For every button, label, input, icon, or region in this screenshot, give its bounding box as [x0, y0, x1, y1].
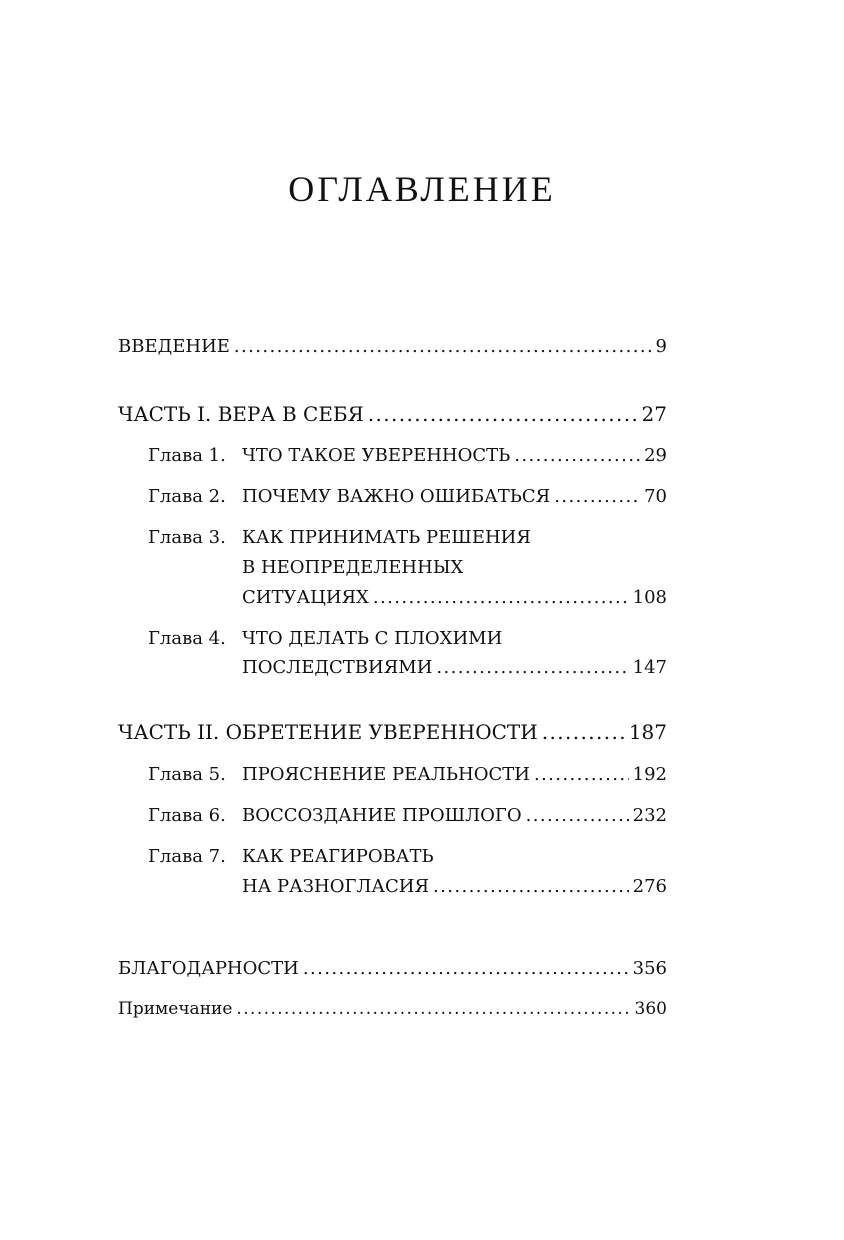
chapter-title: СИТУАЦИЯХ: [242, 587, 369, 608]
dot-leader: [236, 999, 630, 1019]
chapter-title-row: [242, 486, 667, 507]
toc-page-number: 27: [641, 402, 667, 426]
dot-leader: [373, 587, 629, 608]
toc-page-number: 276: [632, 876, 667, 897]
chapter-title-row: [242, 587, 667, 608]
chapter-number: Глава 4.: [148, 628, 226, 649]
toc-page-number: 232: [632, 805, 667, 826]
chapter-title: ЧТО ТАКОЕ УВЕРЕННОСТЬ: [242, 445, 511, 466]
toc-page-number: 108: [632, 587, 667, 608]
chapter-title-line: ЧТО ДЕЛАТЬ С ПЛОХИМИ: [242, 628, 503, 649]
dot-leader: [303, 958, 629, 979]
chapter-title: ВОССОЗДАНИЕ ПРОШЛОГО: [242, 805, 522, 826]
dot-leader: [542, 720, 625, 744]
chapter-title: ПОЧЕМУ ВАЖНО ОШИБАТЬСЯ: [242, 486, 551, 507]
chapter-title-row: [242, 805, 667, 826]
chapter-title-line: КАК РЕАГИРОВАТЬ: [242, 846, 434, 867]
toc-page-number: 147: [632, 657, 667, 678]
toc-page-number: 360: [634, 999, 667, 1019]
toc-part-2: [118, 720, 667, 744]
chapter-number: Глава 1.: [148, 445, 226, 466]
chapter-number: Глава 3.: [148, 527, 226, 548]
chapter-title: НА РАЗНОГЛАСИЯ: [242, 876, 430, 897]
chapter-number: Глава 2.: [148, 486, 226, 507]
chapter-title-row: [242, 876, 667, 897]
toc-page-number: 192: [632, 764, 667, 785]
toc-entry-label: ВВЕДЕНИЕ: [118, 336, 230, 357]
chapter-title-row: [242, 445, 667, 466]
dot-leader: [234, 336, 652, 357]
toc-entry-intro: [118, 336, 667, 357]
dot-leader: [534, 764, 629, 785]
chapter-title-line: В НЕОПРЕДЕЛЕННЫХ: [242, 557, 464, 578]
page-title: ОГЛАВЛЕНИЕ: [288, 169, 556, 209]
dot-leader: [526, 805, 629, 826]
chapter-number: Глава 6.: [148, 805, 226, 826]
chapter-title: ПОСЛЕДСТВИЯМИ: [242, 657, 433, 678]
toc-entry-label: БЛАГОДАРНОСТИ: [118, 958, 299, 979]
toc-page-number: 187: [628, 720, 667, 744]
toc-part-1: [118, 402, 667, 426]
toc-entry-notes: [118, 999, 667, 1019]
chapter-number: Глава 5.: [148, 764, 226, 785]
toc-part-label: ЧАСТЬ II. ОБРЕТЕНИЕ УВЕРЕННОСТИ: [118, 720, 538, 744]
dot-leader: [554, 486, 640, 507]
toc-page-number: 356: [632, 958, 667, 979]
chapter-title-row: [242, 657, 667, 678]
dot-leader: [436, 657, 628, 678]
toc-page-number: 9: [655, 336, 667, 357]
toc-entry-acknowledgments: [118, 958, 667, 979]
chapter-title: ПРОЯСНЕНИЕ РЕАЛЬНОСТИ: [242, 764, 530, 785]
chapter-title-line: КАК ПРИНИМАТЬ РЕШЕНИЯ: [242, 527, 531, 548]
toc-page-number: 29: [644, 445, 667, 466]
toc-part-label: ЧАСТЬ I. ВЕРА В СЕБЯ: [118, 402, 364, 426]
dot-leader: [514, 445, 640, 466]
toc-entry-label: Примечание: [118, 999, 233, 1019]
chapter-title-row: [242, 764, 667, 785]
chapter-number: Глава 7.: [148, 846, 226, 867]
toc-page-number: 70: [644, 486, 667, 507]
dot-leader: [368, 402, 638, 426]
dot-leader: [433, 876, 629, 897]
